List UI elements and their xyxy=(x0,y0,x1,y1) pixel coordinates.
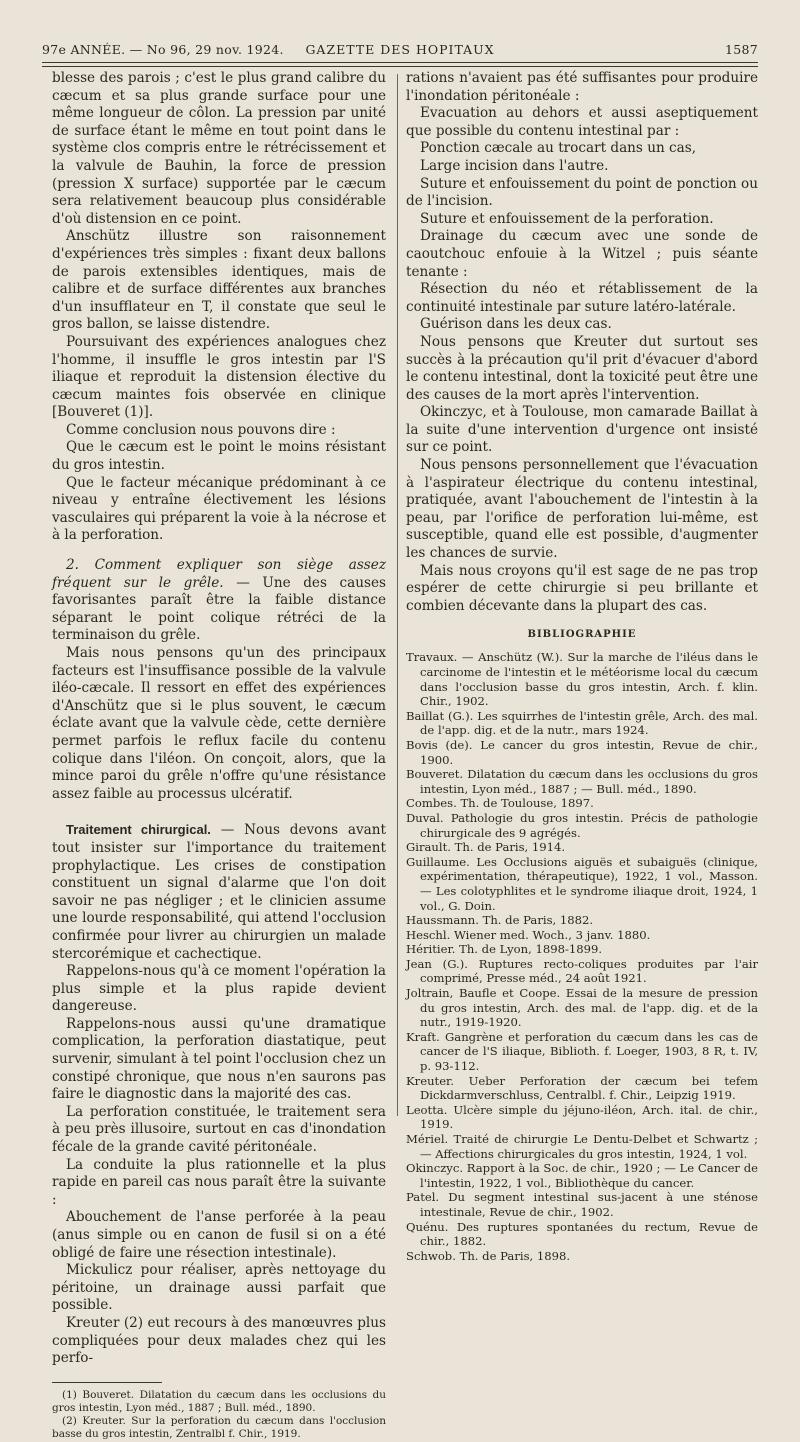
paragraph: La perforation constituée, le traitement sera à peu près illusoire, surtout en cas d'inondation fécale de la grande cavité péritonéale. xyxy=(52,1103,386,1156)
paragraph: Anschütz illustre son raisonnement d'expériences très simples : fixant deux ballons de parois extensibles identiques, mais de calibre et de surface différentes aux branches d'un insufflateur en T, il constate que seul le gros ballon, se laisse distendre. xyxy=(52,228,386,333)
paragraph: Suture et enfouissement de la perforation. xyxy=(420,210,714,227)
bibliography-entry: Jean (G.). Ruptures recto-coliques produites par l'air comprimé, Presse méd., 24 août 1921. xyxy=(406,956,758,986)
paragraph: Rappelons-nous aussi qu'une dramatique complication, la perforation diastatique, peut survenir, simulant à tel point l'occlusion chez un constipé chronique, que nous n'en saurons pas faire le diagnostic dans la majorité des cas. xyxy=(52,1015,386,1103)
paragraph: Abouchement de l'anse perforée à la peau (anus simple ou en canon de fusil si on a été obligé de faire une résection intestinale). xyxy=(52,1209,386,1261)
bibliography-entry: Duval. Pathologie du gros intestin. Précis de pathologie chirurgicale des 9 agrégés. xyxy=(406,810,758,840)
paragraph: Que le cæcum est le point le moins résistant du gros intestin. xyxy=(52,439,386,474)
paragraph: Ponction cæcale au trocart dans un cas, xyxy=(420,140,697,157)
paragraph: Que le facteur mécanique prédominant à ce niveau y entraîne électivement les lésions vasculaires qui préparent la voie à la nécrose et à la perforation. xyxy=(52,474,386,544)
bibliography-entry: Leotta. Ulcère simple du jéjuno-iléon, Arch. ital. de chir., 1919. xyxy=(406,1102,758,1132)
bibliography-list xyxy=(406,650,758,1263)
paragraph: La conduite la plus rationnelle et la plus rapide en pareil cas nous paraît être la suivante : xyxy=(52,1156,386,1208)
paragraph: Drainage du cæcum avec une sonde de caoutchouc enfouie à la Witzel ; puis séante tenante : xyxy=(406,228,758,280)
left-column xyxy=(52,70,386,1442)
bibliography-entry: Okinczyc. Rapport à la Soc. de chir., 1920 ; — Le Cancer de l'intestin, 1922, 1 vol., Bibliothèque du cancer. xyxy=(406,1161,758,1190)
paragraph: Okinczyc, et à Toulouse, mon camarade Baillat à la suite d'une intervention d'urgence ont insisté sur ce point. xyxy=(406,404,758,456)
section-paragraph xyxy=(52,557,386,645)
section-text: — Nous devons avant tout insister sur l'importance du traitement prophylactique. Les crises de constipation constituent un signal d'alarme que l'on doit savoir ne pas négliger ; et le clinicien assume une lourde responsabilité, qui attend l'occlusion confirmée pour livrer au chirurgien un malade stercorémique et cachectique. xyxy=(52,822,386,962)
paragraph: Evacuation au dehors et aussi aseptiquement que possible du contenu intestinal par : xyxy=(406,105,758,139)
footnote-rule xyxy=(52,1382,162,1383)
paragraph: Nous pensons personnellement que l'évacuation à l'aspirateur électrique du contenu intestinal, pratiquée, avant l'abouchement de l'intestin à la peau, par l'orifice de perforation lui-même, est susceptible, quand elle est possible, d'augmenter les chances de survie. xyxy=(406,457,758,562)
section-text: — Une des causes favorisantes paraît être la faible distance séparant le point colique rétréci de la terminaison du grêle. xyxy=(52,574,386,644)
column-divider xyxy=(397,74,398,1116)
bibliography-entry: Kreuter. Ueber Perforation der cæcum bei tefem Dickdarmverschluss, Centralbl. f. Chir., Leipzig 1919. xyxy=(406,1073,758,1103)
paragraph: blesse des parois ; c'est le plus grand calibre du cæcum et sa plus grande surface pour une même longueur de côlon. La pression par unité de surface étant le même en tout point dans le système clos compris entre le rétrécissement et la valvule de Bauhin, la force de pression (pression X surface) supportée par le cæcum sera relativement beaucoup plus considérable d'où distension en ce point. xyxy=(52,70,386,227)
bibliography-entry: Patel. Du segment intestinal sus-jacent à une sténose intestinale, Revue de chir., 1902. xyxy=(406,1190,758,1219)
paragraph: Résection du néo et rétablissement de la continuité intestinale par suture latéro-latérale. xyxy=(406,281,758,315)
bibliography-entry: Joltrain, Baufle et Coope. Essai de la mesure de pression du gros intestin, Arch. des mal. de l'app. dig. et de la nutr., 1919-1920. xyxy=(406,986,758,1030)
page-header xyxy=(42,34,758,58)
page-number: 1587 xyxy=(724,42,758,57)
bibliography-entry: Heschl. Wiener med. Woch., 3 janv. 1880. xyxy=(406,927,651,942)
paragraph: Nous pensons que Kreuter dut surtout ses succès à la précaution qu'il prit d'évacuer d'abord le contenu intestinal, dont la toxicité peut être une des causes de la mort après l'intervention. xyxy=(406,333,758,403)
paragraph: Large incision dans l'autre. xyxy=(420,157,609,174)
paragraph: Kreuter (2) eut recours à des manœuvres plus compliquées pour deux malades chez qui les perfo- xyxy=(52,1314,386,1367)
bibliography-entry: Schwob. Th. de Paris, 1898. xyxy=(406,1248,571,1263)
bibliography-entry: Girault. Th. de Paris, 1914. xyxy=(406,840,566,855)
bibliography-entry: Héritier. Th. de Lyon, 1898-1899. xyxy=(406,942,603,957)
footnote: (2) Kreuter. Sur la perforation du cæcum dans l'occlusion basse du gros intestin, Zentralbl f. Chir., 1919. xyxy=(52,1415,386,1441)
section-lead: 2. Comment expliquer son siège assez fréquent sur le grêle. xyxy=(52,557,386,591)
bibliography-entry: Bovis (de). Le cancer du gros intestin, Revue de chir., 1900. xyxy=(406,737,758,767)
paragraph: rations n'avaient pas été suffisantes pour produire l'inondation péritonéale : xyxy=(406,70,758,104)
footnote: (1) Bouveret. Dilatation du cæcum dans les occlusions du gros intestin, Lyon méd., 1887 ; Bull. méd., 1890. xyxy=(52,1388,386,1414)
section-heading: Traitement chirurgical. xyxy=(66,822,211,838)
bibliography-title: BIBLIOGRAPHIE xyxy=(527,629,637,641)
bibliography-entry: Baillat (G.). Les squirrhes de l'intestin grêle, Arch. des mal. de l'app. dig. et de la nutr., mars 1924. xyxy=(406,708,758,738)
paragraph: Rappelons-nous qu'à ce moment l'opération la plus simple et la plus rapide devient dangereuse. xyxy=(52,963,386,1015)
paragraph: Suture et enfouissement du point de ponction ou de l'incision. xyxy=(406,175,758,210)
paragraph: Guérison dans les deux cas. xyxy=(420,316,612,333)
section-paragraph xyxy=(52,821,386,963)
issue-info: 97e ANNÉE. — No 96, 29 nov. 1924. xyxy=(42,42,284,57)
journal-title: GAZETTE DES HOPITAUX xyxy=(305,42,495,57)
bibliography-entry: Travaux. — Anschütz (W.). Sur la marche de l'iléus dans le carcinome de l'intestin et le météorisme local du cæcum dans l'occlusion basse du gros intestin, Arch. f. klin. Chir., 1902. xyxy=(406,650,758,709)
right-column xyxy=(406,70,758,1263)
paragraph: Comme conclusion nous pouvons dire : xyxy=(66,421,336,438)
bibliography-entry: Bouveret. Dilatation du cæcum dans les occlusions du gros intestin, Lyon méd., 1887 ; — Bull. méd., 1890. xyxy=(406,767,758,796)
header-rule-top xyxy=(42,62,758,63)
bibliography-entry: Kraft. Gangrène et perforation du cæcum dans les cas de cancer de l'S iliaque, Biblioth. f. Loeger, 1903, 8 R, t. IV, p. 93-112. xyxy=(406,1029,758,1074)
paragraph: Poursuivant des expériences analogues chez l'homme, il insuffle le gros intestin par l'S iliaque et reproduit la distension élective du cæcum maintes fois observée en clinique [Bouveret (1)]. xyxy=(52,333,386,421)
bibliography-entry: Quénu. Des ruptures spontanées du rectum, Revue de chir., 1882. xyxy=(406,1219,758,1249)
paragraph: Mickulicz pour réaliser, après nettoyage du péritoine, un drainage aussi parfait que possible. xyxy=(52,1262,386,1314)
header-rule-bottom xyxy=(42,66,758,67)
paragraph: Mais nous pensons qu'un des principaux facteurs est l'insuffisance possible de la valvule iléo-cæcale. Il ressort en effet des expériences d'Anschütz que si le plus souvent, le cæcum éclate avant que la valvule cède, cette dernière permet parfois le reflux facile du contenu colique dans l'iléon. On conçoit, alors, que la mince paroi du grêle n'offre qu'une résistance assez faible au processus ulcératif. xyxy=(52,645,386,802)
bibliography-entry: Guillaume. Les Occlusions aiguës et subaiguës (clinique, expérimentation, thérapeutique), 1922, 1 vol., Masson. — Les colotyphlites et le syndrome iliaque droit, 1924, 1 vol., G. Doin. xyxy=(406,854,758,913)
paragraph: Mais nous croyons qu'il est sage de ne pas trop espérer de cette chirurgie si peu brillante et combien décevante dans la plupart des cas. xyxy=(406,562,758,614)
bibliography-entry: Haussmann. Th. de Paris, 1882. xyxy=(406,913,594,928)
bibliography-entry: Mériel. Traité de chirurgie Le Dentu-Delbet et Schwartz ; — Affections chirurgicales du gros intestin, 1924, 1 vol. xyxy=(406,1132,758,1161)
bibliography-entry: Combes. Th. de Toulouse, 1897. xyxy=(406,796,594,811)
